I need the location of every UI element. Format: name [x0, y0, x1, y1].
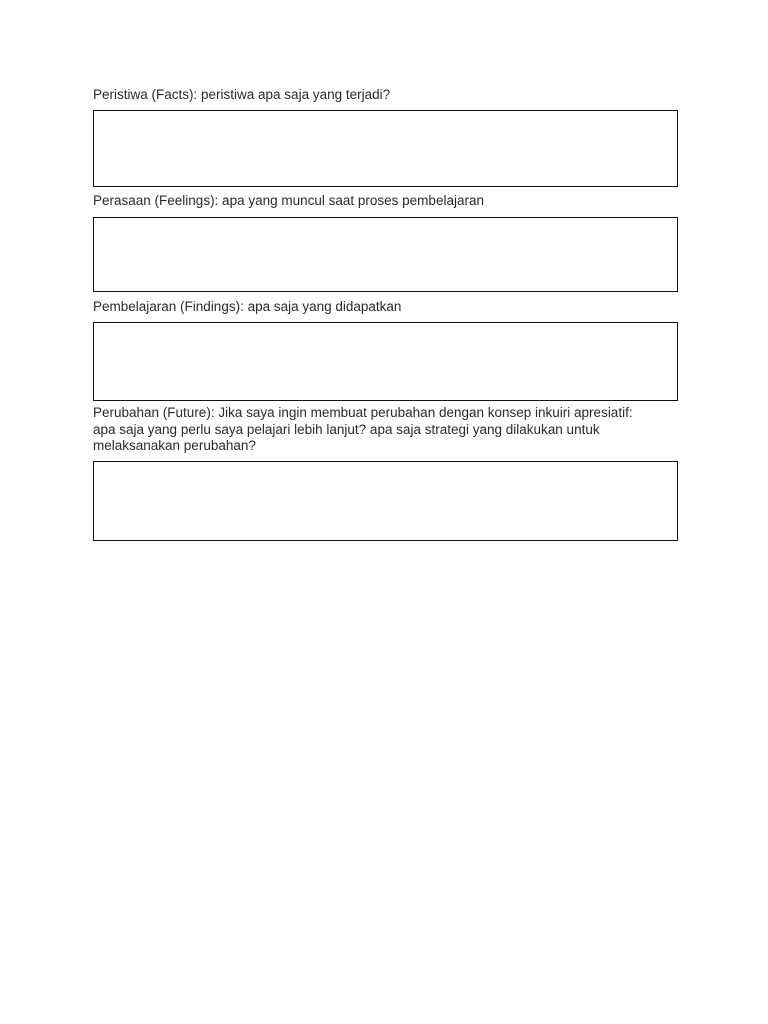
future-label-line-1: Perubahan (Future): Jika saya ingin membuat perubahan dengan konsep inkuiri apresiatif: [93, 405, 633, 420]
section-findings [93, 299, 678, 316]
section-future [93, 405, 678, 455]
findings-label: Pembelajaran (Findings): apa saja yang didapatkan [93, 299, 402, 314]
future-answer-box[interactable] [93, 461, 678, 541]
section-facts [93, 87, 678, 104]
facts-answer-box[interactable] [93, 110, 678, 187]
facts-label: Peristiwa (Facts): peristiwa apa saja yang terjadi? [93, 87, 391, 102]
future-label-line-3: melaksanakan perubahan? [93, 438, 256, 453]
feelings-label: Perasaan (Feelings): apa yang muncul saat proses pembelajaran [93, 193, 484, 208]
findings-answer-box[interactable] [93, 322, 678, 401]
section-feelings [93, 193, 678, 210]
feelings-answer-box[interactable] [93, 217, 678, 292]
future-label-line-2: apa saja yang perlu saya pelajari lebih lanjut? apa saja strategi yang dilakukan untuk [93, 421, 600, 437]
